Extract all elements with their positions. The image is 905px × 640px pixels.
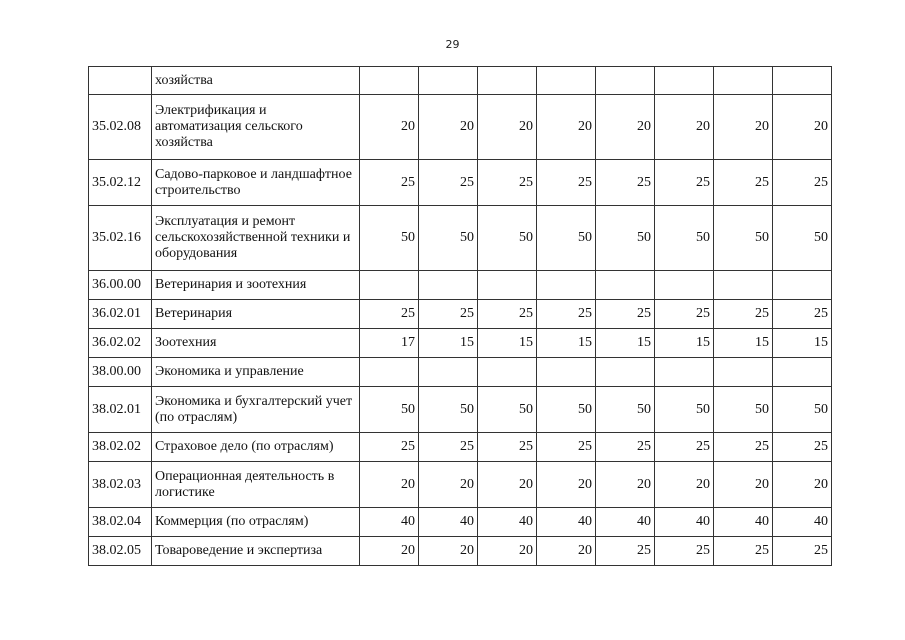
- value-cell: 20: [478, 462, 537, 508]
- value-cell: [419, 358, 478, 387]
- value-cell: 15: [537, 329, 596, 358]
- value-cell: 25: [360, 160, 419, 206]
- value-cell: [655, 67, 714, 95]
- value-cell: 50: [360, 387, 419, 433]
- value-cell: 50: [773, 387, 832, 433]
- specialty-name: Товароведение и экспертиза: [152, 537, 360, 566]
- value-cell: 25: [596, 537, 655, 566]
- value-cell: 50: [360, 206, 419, 271]
- specialty-name: Садово-парковое и ландшафтное строительство: [152, 160, 360, 206]
- value-cell: 15: [419, 329, 478, 358]
- specialty-code: 36.02.01: [89, 300, 152, 329]
- value-cell: 20: [478, 537, 537, 566]
- specialty-name: Экономика и бухгалтерский учет (по отраслям): [152, 387, 360, 433]
- value-cell: [478, 358, 537, 387]
- value-cell: 50: [419, 206, 478, 271]
- specialty-code: 36.00.00: [89, 271, 152, 300]
- table-row: [89, 206, 832, 271]
- value-cell: [773, 67, 832, 95]
- value-cell: 20: [655, 95, 714, 160]
- value-cell: 20: [360, 537, 419, 566]
- specialty-code: 35.02.12: [89, 160, 152, 206]
- value-cell: [419, 67, 478, 95]
- table-row: [89, 160, 832, 206]
- specialty-name: Экономика и управление: [152, 358, 360, 387]
- value-cell: 50: [419, 387, 478, 433]
- specialty-code: 38.02.04: [89, 508, 152, 537]
- specialty-code: 38.02.02: [89, 433, 152, 462]
- value-cell: [655, 271, 714, 300]
- value-cell: [537, 271, 596, 300]
- value-cell: 25: [360, 433, 419, 462]
- specialty-name: Эксплуатация и ремонт сельскохозяйственной техники и оборудования: [152, 206, 360, 271]
- value-cell: 25: [773, 160, 832, 206]
- table-row: [89, 329, 832, 358]
- value-cell: 25: [714, 433, 773, 462]
- value-cell: 50: [596, 206, 655, 271]
- specialty-code: 36.02.02: [89, 329, 152, 358]
- specialty-name: Страховое дело (по отраслям): [152, 433, 360, 462]
- value-cell: 40: [773, 508, 832, 537]
- value-cell: [478, 67, 537, 95]
- value-cell: 25: [478, 433, 537, 462]
- value-cell: 20: [360, 462, 419, 508]
- specialty-code: [89, 67, 152, 95]
- value-cell: 25: [773, 537, 832, 566]
- value-cell: 20: [714, 462, 773, 508]
- value-cell: 50: [773, 206, 832, 271]
- value-cell: 50: [537, 387, 596, 433]
- specialty-code: 38.02.03: [89, 462, 152, 508]
- value-cell: [714, 271, 773, 300]
- value-cell: [714, 67, 773, 95]
- specialty-name: Электрификация и автоматизация сельского хозяйства: [152, 95, 360, 160]
- value-cell: 20: [655, 462, 714, 508]
- value-cell: 25: [655, 160, 714, 206]
- value-cell: [360, 271, 419, 300]
- table-body: [89, 67, 832, 566]
- value-cell: 50: [537, 206, 596, 271]
- value-cell: [537, 67, 596, 95]
- value-cell: [773, 358, 832, 387]
- value-cell: 20: [773, 95, 832, 160]
- value-cell: [419, 271, 478, 300]
- value-cell: 50: [478, 206, 537, 271]
- table-row: [89, 462, 832, 508]
- table-row: [89, 67, 832, 95]
- value-cell: 20: [537, 462, 596, 508]
- value-cell: 25: [655, 300, 714, 329]
- value-cell: [773, 271, 832, 300]
- value-cell: 25: [596, 433, 655, 462]
- value-cell: 20: [714, 95, 773, 160]
- specialty-name: Ветеринария: [152, 300, 360, 329]
- page-number: 29: [445, 38, 460, 51]
- value-cell: 20: [537, 537, 596, 566]
- value-cell: [360, 67, 419, 95]
- table-row: [89, 271, 832, 300]
- value-cell: 25: [419, 160, 478, 206]
- value-cell: 15: [773, 329, 832, 358]
- value-cell: 25: [714, 160, 773, 206]
- specialty-code: 38.02.01: [89, 387, 152, 433]
- specialty-name: Операционная деятельность в логистике: [152, 462, 360, 508]
- value-cell: 40: [360, 508, 419, 537]
- specialty-name: Коммерция (по отраслям): [152, 508, 360, 537]
- value-cell: 25: [655, 537, 714, 566]
- value-cell: 20: [773, 462, 832, 508]
- value-cell: 15: [596, 329, 655, 358]
- value-cell: 25: [714, 300, 773, 329]
- value-cell: 50: [714, 206, 773, 271]
- value-cell: 40: [537, 508, 596, 537]
- value-cell: 25: [478, 160, 537, 206]
- value-cell: [360, 358, 419, 387]
- value-cell: 25: [478, 300, 537, 329]
- value-cell: 40: [419, 508, 478, 537]
- value-cell: [655, 358, 714, 387]
- specialty-name: Ветеринария и зоотехния: [152, 271, 360, 300]
- value-cell: [596, 271, 655, 300]
- value-cell: 40: [714, 508, 773, 537]
- value-cell: 20: [360, 95, 419, 160]
- value-cell: 40: [478, 508, 537, 537]
- value-cell: 20: [419, 537, 478, 566]
- specialty-code: 35.02.16: [89, 206, 152, 271]
- specialty-name: Зоотехния: [152, 329, 360, 358]
- value-cell: 40: [596, 508, 655, 537]
- value-cell: [714, 358, 773, 387]
- value-cell: 20: [419, 462, 478, 508]
- value-cell: 25: [537, 433, 596, 462]
- value-cell: 17: [360, 329, 419, 358]
- value-cell: 50: [596, 387, 655, 433]
- value-cell: 20: [537, 95, 596, 160]
- specialty-code: 38.00.00: [89, 358, 152, 387]
- value-cell: 50: [714, 387, 773, 433]
- value-cell: 50: [478, 387, 537, 433]
- specialty-name: хозяйства: [152, 67, 360, 95]
- table-row: [89, 95, 832, 160]
- specialty-code: 38.02.05: [89, 537, 152, 566]
- value-cell: 25: [537, 300, 596, 329]
- value-cell: [596, 67, 655, 95]
- value-cell: 40: [655, 508, 714, 537]
- value-cell: 50: [655, 206, 714, 271]
- value-cell: 25: [537, 160, 596, 206]
- table-row: [89, 300, 832, 329]
- value-cell: 25: [419, 433, 478, 462]
- table-row: [89, 537, 832, 566]
- value-cell: 25: [419, 300, 478, 329]
- value-cell: 20: [419, 95, 478, 160]
- value-cell: [596, 358, 655, 387]
- value-cell: 15: [478, 329, 537, 358]
- value-cell: 25: [655, 433, 714, 462]
- value-cell: [478, 271, 537, 300]
- quota-table: [88, 66, 832, 566]
- table-row: [89, 508, 832, 537]
- value-cell: 20: [478, 95, 537, 160]
- value-cell: 25: [714, 537, 773, 566]
- value-cell: 25: [773, 300, 832, 329]
- value-cell: 20: [596, 462, 655, 508]
- value-cell: 25: [360, 300, 419, 329]
- value-cell: 15: [655, 329, 714, 358]
- value-cell: 15: [714, 329, 773, 358]
- value-cell: 20: [596, 95, 655, 160]
- table-row: [89, 387, 832, 433]
- specialty-code: 35.02.08: [89, 95, 152, 160]
- value-cell: 25: [773, 433, 832, 462]
- value-cell: 50: [655, 387, 714, 433]
- table-row: [89, 433, 832, 462]
- value-cell: [537, 358, 596, 387]
- table-row: [89, 358, 832, 387]
- value-cell: 25: [596, 160, 655, 206]
- value-cell: 25: [596, 300, 655, 329]
